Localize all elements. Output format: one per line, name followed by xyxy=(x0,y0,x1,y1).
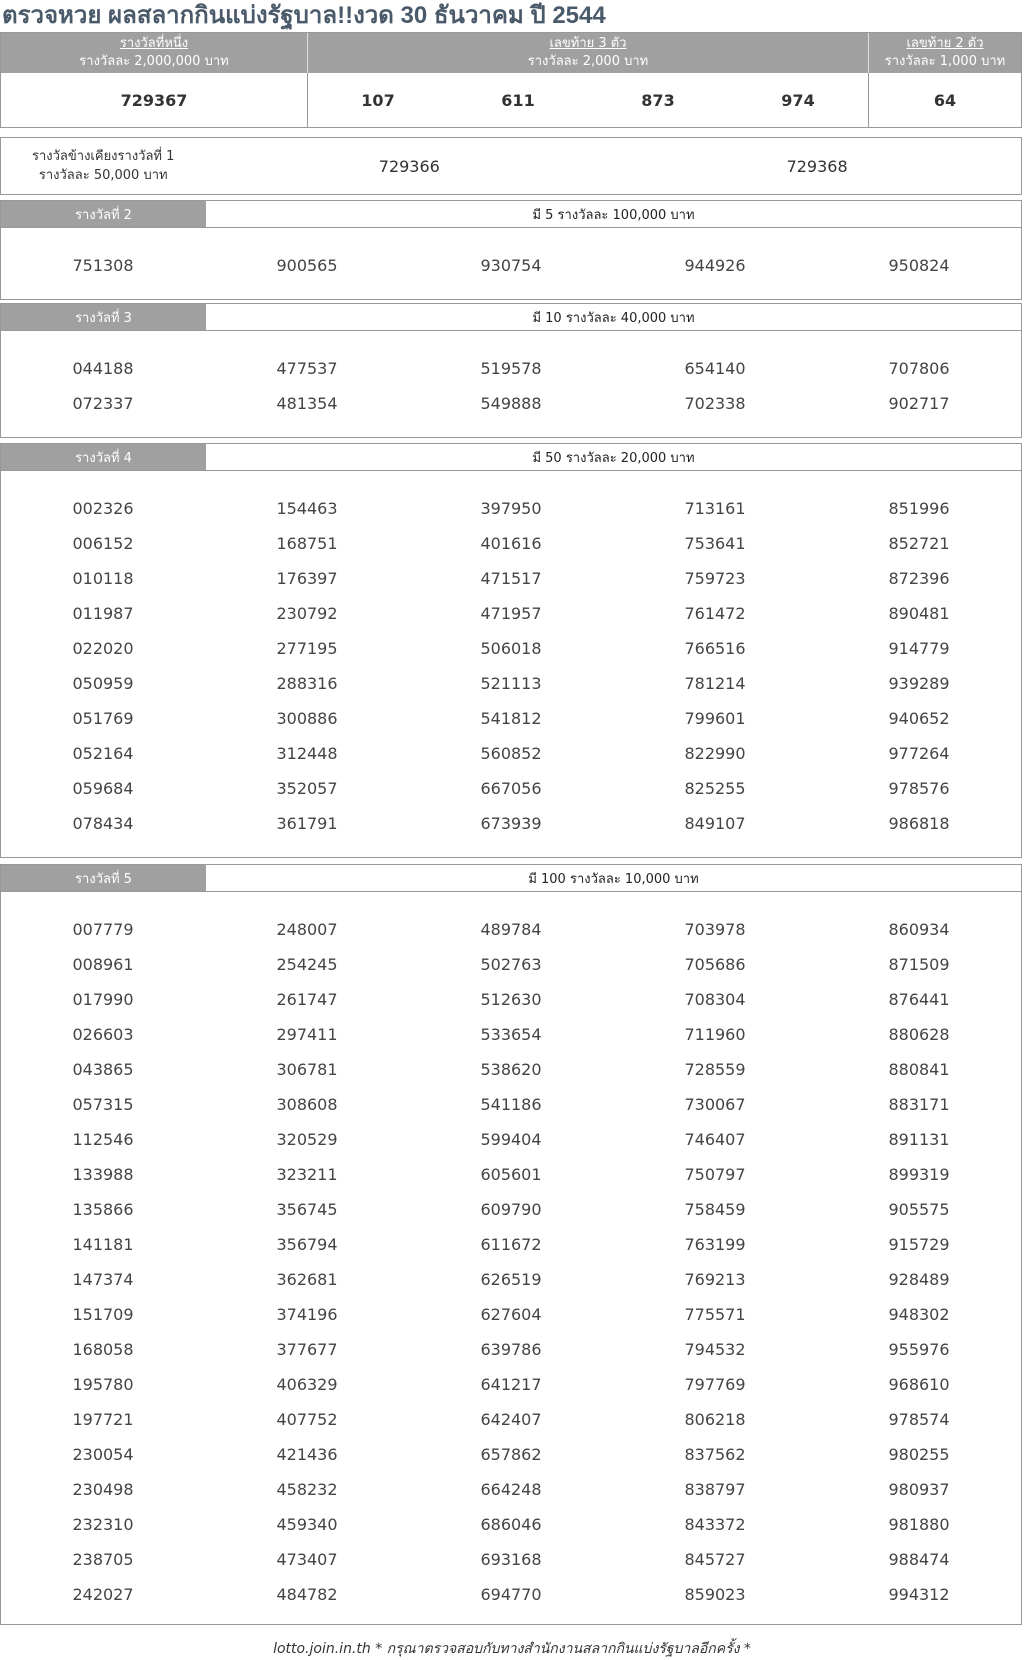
prize-number: 541812 xyxy=(480,709,542,728)
prize-number: 133988 xyxy=(72,1165,134,1184)
near-prize-amount: รางวัลละ 50,000 บาท xyxy=(38,168,168,183)
table-row xyxy=(1,771,1021,806)
last2-label[interactable]: เลขท้าย 2 ตัว xyxy=(906,36,984,51)
prize-number: 694770 xyxy=(480,1585,542,1604)
prize-number: 238705 xyxy=(72,1550,134,1569)
prize-number: 900565 xyxy=(276,256,338,275)
prize-number: 010118 xyxy=(72,569,134,588)
prize-number: 978574 xyxy=(888,1410,950,1429)
section-rows xyxy=(1,892,1021,1612)
first-prize-amount: รางวัลละ 2,000,000 บาท xyxy=(79,54,229,69)
prize-number: 248007 xyxy=(276,920,338,939)
prize-number: 799601 xyxy=(684,709,746,728)
prize-number: 673939 xyxy=(480,814,542,833)
prize-number: 397950 xyxy=(480,499,542,518)
last3-number: 873 xyxy=(641,90,675,110)
prize-number: 657862 xyxy=(480,1445,542,1464)
section-name: รางวัลที่ 4 xyxy=(1,444,206,470)
prize-number: 902717 xyxy=(888,394,950,413)
prize-number: 230498 xyxy=(72,1480,134,1499)
prize-number: 930754 xyxy=(480,256,542,275)
top-prize-table xyxy=(0,32,1022,128)
prize-section xyxy=(0,443,1022,858)
prize-number: 506018 xyxy=(480,639,542,658)
prize-number: 151709 xyxy=(72,1305,134,1324)
prize-number: 872396 xyxy=(888,569,950,588)
first-prize-label[interactable]: รางวัลที่หนึ่ง xyxy=(119,36,189,51)
prize-number: 261747 xyxy=(276,990,338,1009)
prize-number: 002326 xyxy=(72,499,134,518)
prize-number: 154463 xyxy=(276,499,338,518)
table-row xyxy=(1,248,1021,283)
prize-number: 859023 xyxy=(684,1585,746,1604)
prize-number: 300886 xyxy=(276,709,338,728)
last2-amount: รางวัลละ 1,000 บาท xyxy=(884,54,1006,69)
table-row xyxy=(1,1157,1021,1192)
prize-number: 232310 xyxy=(72,1515,134,1534)
prize-number: 883171 xyxy=(888,1095,950,1114)
prize-number: 845727 xyxy=(684,1550,746,1569)
prize-number: 043865 xyxy=(72,1060,134,1079)
near-prize-number: 729366 xyxy=(378,156,440,176)
prize-number: 751308 xyxy=(72,256,134,275)
table-row xyxy=(1,1122,1021,1157)
prize-number: 352057 xyxy=(276,779,338,798)
section-name: รางวัลที่ 2 xyxy=(1,201,206,227)
table-row xyxy=(1,1402,1021,1437)
table-row xyxy=(1,1332,1021,1367)
section-name: รางวัลที่ 3 xyxy=(1,304,206,330)
table-row xyxy=(1,982,1021,1017)
table-row xyxy=(1,526,1021,561)
prize-number: 007779 xyxy=(72,920,134,939)
prize-number: 708304 xyxy=(684,990,746,1009)
prize-number: 611672 xyxy=(480,1235,542,1254)
prize-number: 730067 xyxy=(684,1095,746,1114)
last2-header xyxy=(869,33,1021,73)
last2-number: 64 xyxy=(933,90,957,110)
prize-number: 948302 xyxy=(888,1305,950,1324)
prize-number: 880628 xyxy=(888,1025,950,1044)
prize-number: 914779 xyxy=(888,639,950,658)
prize-number: 277195 xyxy=(276,639,338,658)
prize-number: 406329 xyxy=(276,1375,338,1394)
prize-number: 197721 xyxy=(72,1410,134,1429)
prize-number: 750797 xyxy=(684,1165,746,1184)
prize-number: 057315 xyxy=(72,1095,134,1114)
prize-number: 880841 xyxy=(888,1060,950,1079)
prize-number: 356745 xyxy=(276,1200,338,1219)
prize-number: 502763 xyxy=(480,955,542,974)
section-rows xyxy=(1,331,1021,421)
prize-number: 471517 xyxy=(480,569,542,588)
prize-number: 944926 xyxy=(684,256,746,275)
section-rows xyxy=(1,228,1021,283)
prize-number: 978576 xyxy=(888,779,950,798)
prize-number: 312448 xyxy=(276,744,338,763)
prize-number: 022020 xyxy=(72,639,134,658)
prize-number: 533654 xyxy=(480,1025,542,1044)
prize-number: 905575 xyxy=(888,1200,950,1219)
prize-number: 541186 xyxy=(480,1095,542,1114)
prize-number: 626519 xyxy=(480,1270,542,1289)
section-header xyxy=(1,864,1021,892)
prize-number: 459340 xyxy=(276,1515,338,1534)
near-prize-title: รางวัลข้างเคียงรางวัลที่ 1 xyxy=(32,149,175,164)
table-row xyxy=(1,351,1021,386)
prize-number: 230792 xyxy=(276,604,338,623)
prize-number: 876441 xyxy=(888,990,950,1009)
top-prize-header xyxy=(1,33,1021,73)
prize-number: 141181 xyxy=(72,1235,134,1254)
table-row xyxy=(1,1087,1021,1122)
section-description: มี 10 รางวัลละ 40,000 บาท xyxy=(532,310,695,326)
section-spacer xyxy=(1,421,1021,437)
prize-number: 806218 xyxy=(684,1410,746,1429)
prize-section xyxy=(0,864,1022,1625)
prize-number: 072337 xyxy=(72,394,134,413)
prize-number: 323211 xyxy=(276,1165,338,1184)
prize-number: 627604 xyxy=(480,1305,542,1324)
table-row xyxy=(1,666,1021,701)
prize-number: 519578 xyxy=(480,359,542,378)
section-rows xyxy=(1,471,1021,841)
prize-number: 711960 xyxy=(684,1025,746,1044)
prize-number: 609790 xyxy=(480,1200,542,1219)
prize-number: 176397 xyxy=(276,569,338,588)
prize-number: 968610 xyxy=(888,1375,950,1394)
section-spacer xyxy=(1,283,1021,299)
prize-number: 667056 xyxy=(480,779,542,798)
table-row xyxy=(1,1297,1021,1332)
prize-number: 050959 xyxy=(72,674,134,693)
prize-number: 703978 xyxy=(684,920,746,939)
top-prize-values xyxy=(1,73,1021,127)
prize-number: 837562 xyxy=(684,1445,746,1464)
table-row xyxy=(1,1367,1021,1402)
prize-number: 361791 xyxy=(276,814,338,833)
prize-number: 401616 xyxy=(480,534,542,553)
last3-number: 974 xyxy=(781,90,815,110)
prize-number: 980937 xyxy=(888,1480,950,1499)
prize-number: 044188 xyxy=(72,359,134,378)
prize-number: 713161 xyxy=(684,499,746,518)
prize-number: 860934 xyxy=(888,920,950,939)
page-title: ตรวจหวย ผลสลากกินแบ่งรัฐบาล!!งวด 30 ธันวาคม ปี 2544 xyxy=(2,2,606,29)
prize-number: 481354 xyxy=(276,394,338,413)
prize-number: 915729 xyxy=(888,1235,950,1254)
prize-number: 763199 xyxy=(684,1235,746,1254)
section-description: มี 50 รางวัลละ 20,000 บาท xyxy=(532,450,695,466)
prize-number: 078434 xyxy=(72,814,134,833)
prize-number: 017990 xyxy=(72,990,134,1009)
prize-number: 822990 xyxy=(684,744,746,763)
prize-number: 484782 xyxy=(276,1585,338,1604)
prize-number: 981880 xyxy=(888,1515,950,1534)
prize-number: 988474 xyxy=(888,1550,950,1569)
prize-number: 521113 xyxy=(480,674,542,693)
prize-number: 473407 xyxy=(276,1550,338,1569)
prize-number: 147374 xyxy=(72,1270,134,1289)
near-prize-label xyxy=(1,147,205,185)
prize-number: 639786 xyxy=(480,1340,542,1359)
section-description: มี 100 รางวัลละ 10,000 บาท xyxy=(528,871,699,887)
last3-number: 611 xyxy=(501,90,535,110)
prize-number: 320529 xyxy=(276,1130,338,1149)
prize-number: 011987 xyxy=(72,604,134,623)
prize-number: 642407 xyxy=(480,1410,542,1429)
prize-number: 421436 xyxy=(276,1445,338,1464)
prize-number: 746407 xyxy=(684,1130,746,1149)
table-row xyxy=(1,912,1021,947)
prize-number: 781214 xyxy=(684,674,746,693)
prize-number: 026603 xyxy=(72,1025,134,1044)
prize-number: 891131 xyxy=(888,1130,950,1149)
prize-number: 407752 xyxy=(276,1410,338,1429)
prize-number: 605601 xyxy=(480,1165,542,1184)
prize-number: 702338 xyxy=(684,394,746,413)
prize-number: 242027 xyxy=(72,1585,134,1604)
prize-number: 008961 xyxy=(72,955,134,974)
table-row xyxy=(1,491,1021,526)
prize-number: 769213 xyxy=(684,1270,746,1289)
table-row xyxy=(1,701,1021,736)
table-row xyxy=(1,806,1021,841)
table-row xyxy=(1,1052,1021,1087)
prize-number: 977264 xyxy=(888,744,950,763)
prize-number: 549888 xyxy=(480,394,542,413)
table-row xyxy=(1,386,1021,421)
prize-number: 871509 xyxy=(888,955,950,974)
section-description: มี 5 รางวัลละ 100,000 บาท xyxy=(532,207,695,223)
table-row xyxy=(1,1577,1021,1612)
prize-number: 458232 xyxy=(276,1480,338,1499)
prize-number: 849107 xyxy=(684,814,746,833)
prize-number: 890481 xyxy=(888,604,950,623)
section-spacer xyxy=(1,1612,1021,1624)
table-row xyxy=(1,1192,1021,1227)
prize-number: 288316 xyxy=(276,674,338,693)
prize-number: 797769 xyxy=(684,1375,746,1394)
table-row xyxy=(1,1437,1021,1472)
prize-number: 362681 xyxy=(276,1270,338,1289)
prize-number: 728559 xyxy=(684,1060,746,1079)
last3-label[interactable]: เลขท้าย 3 ตัว xyxy=(549,36,627,51)
table-row xyxy=(1,1227,1021,1262)
section-spacer xyxy=(1,841,1021,857)
prize-number: 135866 xyxy=(72,1200,134,1219)
prize-number: 308608 xyxy=(276,1095,338,1114)
prize-number: 538620 xyxy=(480,1060,542,1079)
prize-number: 939289 xyxy=(888,674,950,693)
last3-numbers xyxy=(308,73,869,127)
footer-note: lotto.join.in.th * กรุณาตรวจสอบกับทางสำนักงานสลากกินแบ่งรัฐบาลอีกครั้ง * xyxy=(273,1641,751,1657)
prize-number: 899319 xyxy=(888,1165,950,1184)
prize-number: 230054 xyxy=(72,1445,134,1464)
prize-number: 852721 xyxy=(888,534,950,553)
prize-number: 994312 xyxy=(888,1585,950,1604)
section-name: รางวัลที่ 5 xyxy=(1,865,206,891)
prize-number: 664248 xyxy=(480,1480,542,1499)
near-prize-number: 729368 xyxy=(786,156,848,176)
prize-number: 489784 xyxy=(480,920,542,939)
prize-number: 059684 xyxy=(72,779,134,798)
prize-number: 168751 xyxy=(276,534,338,553)
prize-number: 052164 xyxy=(72,744,134,763)
prize-section xyxy=(0,303,1022,438)
prize-number: 512630 xyxy=(480,990,542,1009)
prize-number: 928489 xyxy=(888,1270,950,1289)
prize-number: 825255 xyxy=(684,779,746,798)
prize-number: 306781 xyxy=(276,1060,338,1079)
prize-number: 986818 xyxy=(888,814,950,833)
prize-number: 940652 xyxy=(888,709,950,728)
last3-number: 107 xyxy=(361,90,395,110)
section-header xyxy=(1,443,1021,471)
first-prize-header xyxy=(1,33,308,73)
table-row xyxy=(1,1472,1021,1507)
prize-number: 686046 xyxy=(480,1515,542,1534)
prize-number: 356794 xyxy=(276,1235,338,1254)
section-header xyxy=(1,200,1021,228)
table-row xyxy=(1,1542,1021,1577)
table-row xyxy=(1,947,1021,982)
prize-number: 766516 xyxy=(684,639,746,658)
prize-number: 374196 xyxy=(276,1305,338,1324)
prize-number: 759723 xyxy=(684,569,746,588)
prize-number: 775571 xyxy=(684,1305,746,1324)
table-row xyxy=(1,1017,1021,1052)
last3-amount: รางวัลละ 2,000 บาท xyxy=(527,54,649,69)
prize-number: 950824 xyxy=(888,256,950,275)
prize-number: 006152 xyxy=(72,534,134,553)
prize-number: 599404 xyxy=(480,1130,542,1149)
prize-number: 758459 xyxy=(684,1200,746,1219)
prize-number: 838797 xyxy=(684,1480,746,1499)
table-row xyxy=(1,596,1021,631)
prize-section xyxy=(0,200,1022,300)
prize-number: 560852 xyxy=(480,744,542,763)
table-row xyxy=(1,631,1021,666)
table-row xyxy=(1,736,1021,771)
prize-number: 693168 xyxy=(480,1550,542,1569)
prize-number: 112546 xyxy=(72,1130,134,1149)
near-prize-row xyxy=(0,137,1022,195)
section-header xyxy=(1,303,1021,331)
prize-number: 477537 xyxy=(276,359,338,378)
prize-number: 654140 xyxy=(684,359,746,378)
prize-number: 195780 xyxy=(72,1375,134,1394)
prize-number: 377677 xyxy=(276,1340,338,1359)
prize-number: 641217 xyxy=(480,1375,542,1394)
prize-number: 471957 xyxy=(480,604,542,623)
prize-number: 168058 xyxy=(72,1340,134,1359)
prize-number: 297411 xyxy=(276,1025,338,1044)
prize-number: 980255 xyxy=(888,1445,950,1464)
table-row xyxy=(1,1507,1021,1542)
prize-number: 051769 xyxy=(72,709,134,728)
prize-number: 843372 xyxy=(684,1515,746,1534)
prize-number: 707806 xyxy=(888,359,950,378)
last3-header xyxy=(308,33,869,73)
prize-number: 955976 xyxy=(888,1340,950,1359)
prize-number: 794532 xyxy=(684,1340,746,1359)
prize-number: 761472 xyxy=(684,604,746,623)
prize-number: 705686 xyxy=(684,955,746,974)
table-row xyxy=(1,561,1021,596)
prize-number: 254245 xyxy=(276,955,338,974)
prize-number: 753641 xyxy=(684,534,746,553)
prize-number: 851996 xyxy=(888,499,950,518)
table-row xyxy=(1,1262,1021,1297)
first-prize-number: 729367 xyxy=(1,73,308,127)
